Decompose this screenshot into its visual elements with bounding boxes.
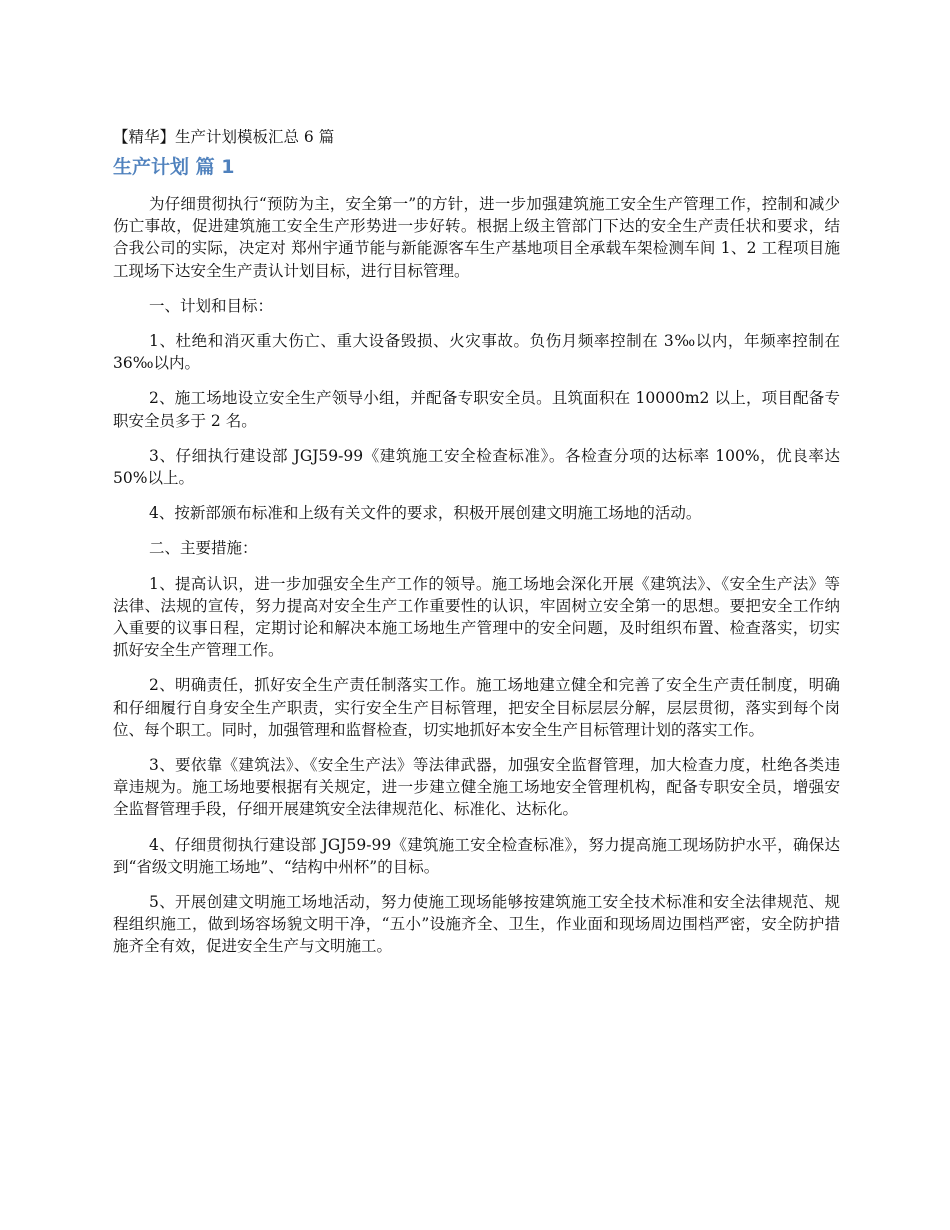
paragraph-plan-heading: 一、计划和目标： [149, 296, 274, 315]
document-title: 【精华】生产计划模板汇总 6 篇 [113, 128, 335, 146]
paragraph-plan-2: 2、施工场地设立安全生产领导小组，并配备专职安全员。且筑面积在 10000m2 以上，项目配备专职安全员多于 2 名。 [113, 389, 840, 430]
paragraph-plan-4: 4、按新部颁布标准和上级有关文件的要求，积极开展创建文明施工场地的活动。 [149, 504, 702, 523]
paragraph-plan-1: 1、杜绝和消灭重大伤亡、重大设备毁损、火灾事故。负伤月频率控制在 3‰以内，年频率控制在 36‰以内。 [113, 332, 840, 373]
paragraph-measures-heading: 二、主要措施： [149, 539, 258, 558]
paragraph-intro: 为仔细贯彻执行“预防为主，安全第一”的方针，进一步加强建筑施工安全生产管理工作，控制和减少伤亡事故，促进建筑施工安全生产形势进一步好转。根据上级主管部门下达的安全生产责任状和要求，结合我公司的实际，决定对 郑州宇通节能与新能源客车生产基地项目全承载车架检测车间 1、2 工程项目施工现场下达安全生产责认计划目标，进行目标管理。 [113, 195, 840, 280]
paragraph-measure-1: 1、提高认识，进一步加强安全生产工作的领导。施工场地会深化开展《建筑法》、《安全生产法》等法律、法规的宣传，努力提高对安全生产工作重要性的认识，牢固树立安全第一的思想。要把安全工作纳入重要的议事日程，定期讨论和解决本施工场地生产管理中的安全问题，及时组织布置、检查落实，切实抓好安全生产管理工作。 [113, 574, 840, 660]
paragraph-measure-3: 3、要依靠《建筑法》、《安全生产法》等法律武器，加强安全监督管理，加大检查力度，杜绝各类违章违规为。施工场地要根据有关规定，进一步建立健全施工场地安全管理机构，配备专职安全员，增强安全监督管理手段，仔细开展建筑安全法律规范化、标准化、达标化。 [113, 756, 840, 819]
section-heading: 生产计划 篇 1 [113, 156, 235, 178]
paragraph-measure-2: 2、明确责任，抓好安全生产责任制落实工作。施工场地建立健全和完善了安全生产责任制度，明确和仔细履行自身安全生产职责，实行安全生产目标管理，把安全目标层层分解，层层贯彻，落实到每个岗位、每个职工。同时，加强管理和监督检查，切实地抓好本安全生产目标管理计划的落实工作。 [113, 676, 840, 739]
paragraph-measure-5: 5、开展创建文明施工场地活动，努力使施工现场能够按建筑施工安全技术标准和安全法律规范、规程组织施工，做到场容场貌文明干净，“五小”设施齐全、卫生，作业面和现场周边围档严密，安全防护措施齐全有效，促进安全生产与文明施工。 [113, 893, 840, 956]
paragraph-plan-3: 3、仔细执行建设部 JGJ59-99《建筑施工安全检查标准》。各检查分项的达标率 100%，优良率达 50%以上。 [113, 446, 840, 488]
document-page [113, 126, 840, 971]
paragraph-measure-4: 4、仔细贯彻执行建设部 JGJ59-99《建筑施工安全检查标准》，努力提高施工现场防护水平，确保达到“省级文明施工场地”、“结构中州杯”的目标。 [113, 835, 840, 876]
